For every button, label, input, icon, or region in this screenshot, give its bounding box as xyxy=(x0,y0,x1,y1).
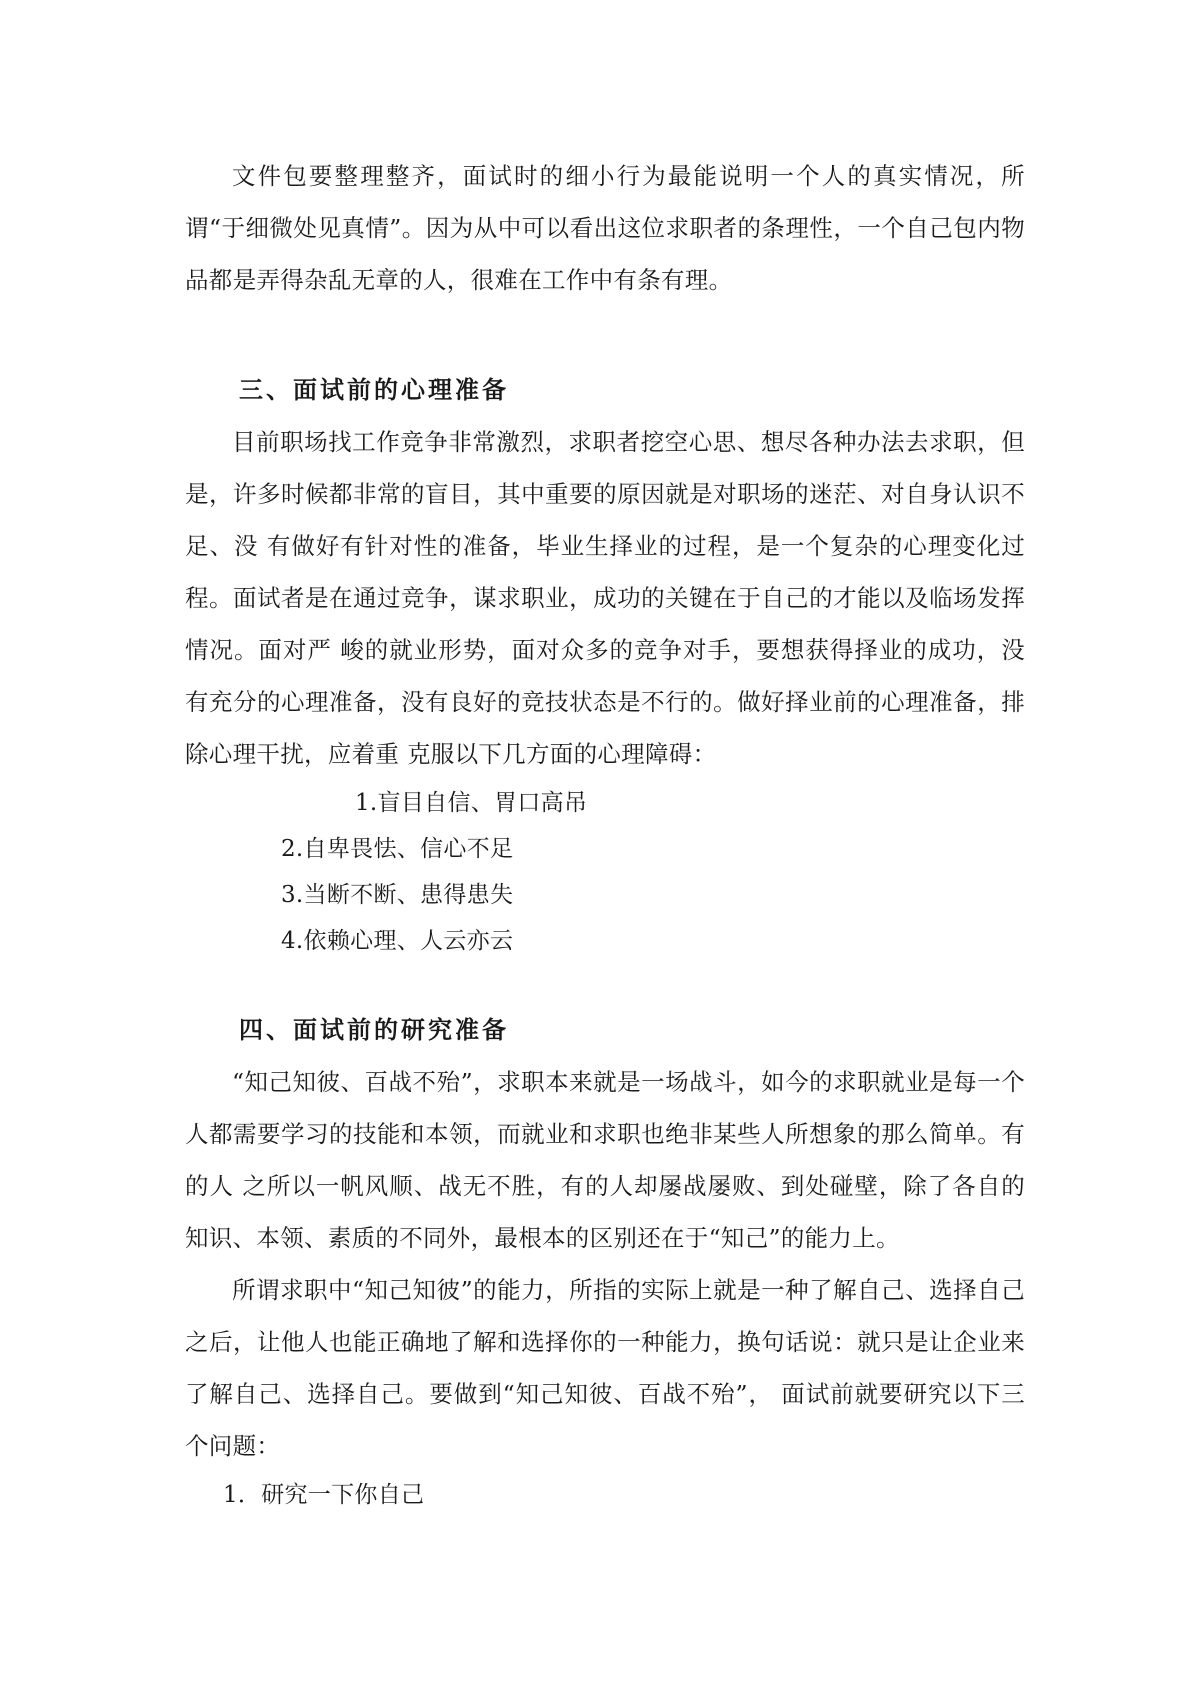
list-item: 4.依赖心理、人云亦云 xyxy=(281,928,514,954)
spacer xyxy=(185,306,1025,364)
document-body xyxy=(185,150,1025,1518)
list-item: 2.自卑畏怯、信心不足 xyxy=(281,836,514,862)
section-heading-research-prep: 四、面试前的研究准备 xyxy=(239,1016,509,1044)
list-item: 1.盲目自信、胃口高吊 xyxy=(355,790,588,816)
list-item: 1．研究一下你自己 xyxy=(223,1482,425,1508)
list-item: 3.当断不断、患得患失 xyxy=(281,882,514,908)
paragraph-know-ability: 所谓求职中“知己知彼”的能力，所指的实际上就是一种了解自己、选择自己之后，让他人也能正确地了解和选择你的一种能力，换句话说：就只是让企业来了解自己、选择自己。要做到“知己知彼、百战不殆”， 面试前就要研究以下三个问题： xyxy=(185,1276,1025,1460)
paragraph-psychological-prep: 目前职场找工作竞争非常激烈，求职者挖空心思、想尽各种办法去求职，但是，许多时候都非常的盲目，其中重要的原因就是对职场的迷茫、对自身认识不足、没 有做好有针对性的准备，毕业生择业的过程，是一个复杂的心理变化过程。面试者是在通过竞争，谋求职业，成功的关键在于自己的才能以及临场发挥情况。面对严 峻的就业形势，面对众多的竞争对手，要想获得择业的成功，没有充分的心理准备，没有良好的竞技状态是不行的。做好择业前的心理准备，排除心理干扰，应着重 克服以下几方面的心理障碍： xyxy=(185,428,1025,768)
section-heading-psychological-prep: 三、面试前的心理准备 xyxy=(239,376,509,404)
spacer xyxy=(185,964,1025,1004)
paragraph-know-yourself: “知己知彼、百战不殆”，求职本来就是一场战斗，如今的求职就业是每一个人都需要学习的技能和本领，而就业和求职也绝非某些人所想象的那么简单。有的人 之所以一帆风顺、战无不胜，有的人却屡战屡败、到处碰壁，除了各自的知识、本领、素质的不同外，最根本的区别还在于“知己”的能力上。 xyxy=(185,1068,1025,1252)
psychological-obstacles-list xyxy=(185,780,1025,964)
paragraph-file-bag: 文件包要整理整齐，面试时的细小行为最能说明一个人的真实情况，所谓“于细微处见真情”。因为从中可以看出这位求职者的条理性，一个自己包内物品都是弄得杂乱无章的人，很难在工作中有条有理。 xyxy=(185,162,1025,294)
